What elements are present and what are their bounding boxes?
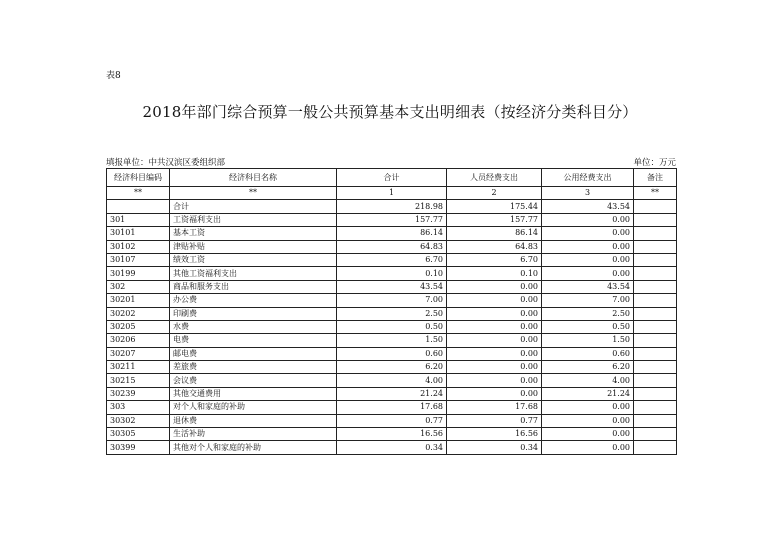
- cell-code: 30107: [107, 253, 170, 266]
- filler-unit-label: 填报单位：中共汉滨区委组织部: [106, 158, 226, 168]
- cell-note: [634, 240, 677, 253]
- table-row: [107, 374, 677, 387]
- cell-public: 0.00: [542, 240, 634, 253]
- cell-name: 其他交通费用: [170, 387, 337, 400]
- index-cell: 3: [542, 187, 634, 200]
- cell-name: 商品和服务支出: [170, 280, 337, 293]
- cell-total: 0.50: [337, 320, 447, 333]
- cell-note: [634, 347, 677, 360]
- cell-name: 基本工资: [170, 227, 337, 240]
- cell-note: [634, 441, 677, 454]
- cell-public: 43.54: [542, 200, 634, 213]
- cell-name: 印刷费: [170, 307, 337, 320]
- cell-personnel: 6.70: [447, 253, 542, 266]
- table-row: [107, 414, 677, 427]
- document-title: 2018年部门综合预算一般公共预算基本支出明细表（按经济分类科目分）: [142, 103, 638, 121]
- table-row: [107, 267, 677, 280]
- cell-code: 30399: [107, 441, 170, 454]
- cell-total: 21.24: [337, 387, 447, 400]
- cell-total: 86.14: [337, 227, 447, 240]
- cell-public: 0.60: [542, 347, 634, 360]
- expenditure-table: [106, 168, 677, 455]
- cell-name: 会议费: [170, 374, 337, 387]
- table-row: [107, 401, 677, 414]
- cell-name: 差旅费: [170, 361, 337, 374]
- cell-public: 4.00: [542, 374, 634, 387]
- cell-code: 303: [107, 401, 170, 414]
- cell-personnel: 157.77: [447, 213, 542, 226]
- cell-name: 其他对个人和家庭的补助: [170, 441, 337, 454]
- table-row: [107, 240, 677, 253]
- cell-public: 0.00: [542, 401, 634, 414]
- cell-note: [634, 374, 677, 387]
- index-cell: **: [107, 187, 170, 200]
- cell-name: 水费: [170, 320, 337, 333]
- cell-personnel: 0.00: [447, 307, 542, 320]
- cell-public: 2.50: [542, 307, 634, 320]
- cell-name: 办公费: [170, 294, 337, 307]
- table-row: [107, 320, 677, 333]
- cell-public: 0.00: [542, 227, 634, 240]
- cell-note: [634, 387, 677, 400]
- cell-public: 0.00: [542, 267, 634, 280]
- cell-total: 1.50: [337, 334, 447, 347]
- cell-public: 0.00: [542, 428, 634, 441]
- cell-personnel: 0.00: [447, 347, 542, 360]
- table-row: [107, 280, 677, 293]
- cell-personnel: 0.00: [447, 387, 542, 400]
- cell-total: 4.00: [337, 374, 447, 387]
- cell-personnel: 16.56: [447, 428, 542, 441]
- cell-public: 1.50: [542, 334, 634, 347]
- table-row: [107, 253, 677, 266]
- cell-note: [634, 414, 677, 427]
- cell-note: [634, 361, 677, 374]
- cell-note: [634, 428, 677, 441]
- cell-code: [107, 200, 170, 213]
- cell-code: 30205: [107, 320, 170, 333]
- cell-personnel: 175.44: [447, 200, 542, 213]
- cell-note: [634, 213, 677, 226]
- table-row: [107, 213, 677, 226]
- cell-total: 218.98: [337, 200, 447, 213]
- cell-public: 0.00: [542, 253, 634, 266]
- cell-name: 工资福利支出: [170, 213, 337, 226]
- cell-note: [634, 307, 677, 320]
- cell-note: [634, 280, 677, 293]
- header-name: 经济科目名称: [170, 169, 337, 187]
- cell-personnel: 0.34: [447, 441, 542, 454]
- cell-note: [634, 401, 677, 414]
- cell-total: 43.54: [337, 280, 447, 293]
- cell-name: 退休费: [170, 414, 337, 427]
- table-row: [107, 307, 677, 320]
- cell-note: [634, 320, 677, 333]
- index-cell: **: [634, 187, 677, 200]
- header-note: 备注: [634, 169, 677, 187]
- cell-code: 30202: [107, 307, 170, 320]
- cell-code: 30302: [107, 414, 170, 427]
- cell-personnel: 17.68: [447, 401, 542, 414]
- cell-name: 绩效工资: [170, 253, 337, 266]
- cell-name: 合计: [170, 200, 337, 213]
- cell-code: 30201: [107, 294, 170, 307]
- cell-code: 30102: [107, 240, 170, 253]
- table-row: [107, 387, 677, 400]
- cell-code: 30215: [107, 374, 170, 387]
- table-row: [107, 361, 677, 374]
- cell-personnel: 0.00: [447, 374, 542, 387]
- index-cell: 2: [447, 187, 542, 200]
- cell-note: [634, 227, 677, 240]
- header-total: 合计: [337, 169, 447, 187]
- cell-public: 0.00: [542, 441, 634, 454]
- cell-code: 30101: [107, 227, 170, 240]
- table-row: [107, 334, 677, 347]
- cell-name: 生活补助: [170, 428, 337, 441]
- header-code: 经济科目编码: [107, 169, 170, 187]
- table-row: [107, 428, 677, 441]
- cell-code: 30199: [107, 267, 170, 280]
- index-cell: **: [170, 187, 337, 200]
- cell-total: 0.10: [337, 267, 447, 280]
- cell-public: 43.54: [542, 280, 634, 293]
- cell-total: 16.56: [337, 428, 447, 441]
- cell-code: 30211: [107, 361, 170, 374]
- cell-name: 津贴补贴: [170, 240, 337, 253]
- cell-note: [634, 267, 677, 280]
- cell-note: [634, 294, 677, 307]
- index-row: [107, 187, 677, 200]
- cell-personnel: 0.00: [447, 280, 542, 293]
- header-public: 公用经费支出: [542, 169, 634, 187]
- cell-name: 其他工资福利支出: [170, 267, 337, 280]
- cell-public: 0.50: [542, 320, 634, 333]
- cell-name: 对个人和家庭的补助: [170, 401, 337, 414]
- cell-total: 0.34: [337, 441, 447, 454]
- table-row: [107, 347, 677, 360]
- cell-code: 30239: [107, 387, 170, 400]
- table-row: [107, 441, 677, 454]
- cell-personnel: 0.00: [447, 320, 542, 333]
- cell-public: 6.20: [542, 361, 634, 374]
- cell-name: 电费: [170, 334, 337, 347]
- table-row: [107, 227, 677, 240]
- cell-personnel: 0.00: [447, 334, 542, 347]
- cell-personnel: 0.00: [447, 294, 542, 307]
- cell-total: 6.20: [337, 361, 447, 374]
- table-label: 表8: [106, 71, 121, 81]
- header-row: [107, 169, 677, 187]
- cell-name: 邮电费: [170, 347, 337, 360]
- cell-total: 6.70: [337, 253, 447, 266]
- cell-total: 157.77: [337, 213, 447, 226]
- cell-total: 17.68: [337, 401, 447, 414]
- header-personnel: 人员经费支出: [447, 169, 542, 187]
- cell-note: [634, 200, 677, 213]
- cell-personnel: 64.83: [447, 240, 542, 253]
- table-row: [107, 294, 677, 307]
- cell-code: 301: [107, 213, 170, 226]
- cell-public: 0.00: [542, 213, 634, 226]
- cell-public: 21.24: [542, 387, 634, 400]
- cell-total: 0.77: [337, 414, 447, 427]
- cell-public: 7.00: [542, 294, 634, 307]
- cell-personnel: 0.77: [447, 414, 542, 427]
- cell-total: 2.50: [337, 307, 447, 320]
- cell-personnel: 0.00: [447, 361, 542, 374]
- table-row: [107, 200, 677, 213]
- cell-code: 30207: [107, 347, 170, 360]
- cell-code: 30305: [107, 428, 170, 441]
- unit-label: 单位：万元: [633, 158, 676, 168]
- cell-total: 0.60: [337, 347, 447, 360]
- cell-note: [634, 334, 677, 347]
- index-cell: 1: [337, 187, 447, 200]
- cell-personnel: 86.14: [447, 227, 542, 240]
- cell-total: 7.00: [337, 294, 447, 307]
- cell-public: 0.00: [542, 414, 634, 427]
- cell-note: [634, 253, 677, 266]
- cell-personnel: 0.10: [447, 267, 542, 280]
- cell-total: 64.83: [337, 240, 447, 253]
- cell-code: 302: [107, 280, 170, 293]
- cell-code: 30206: [107, 334, 170, 347]
